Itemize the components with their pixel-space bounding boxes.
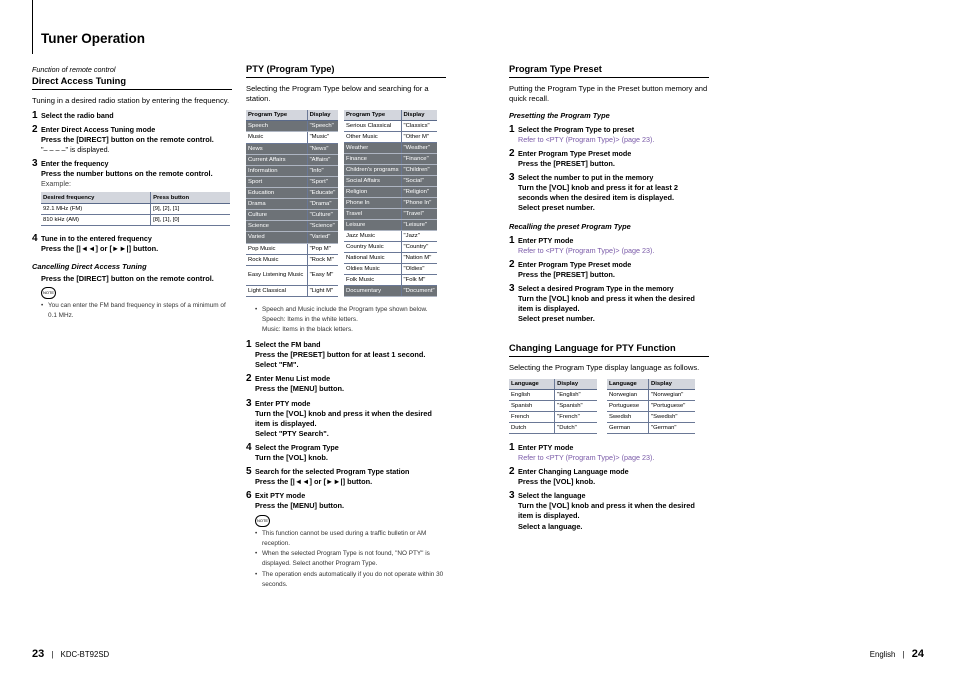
- step-2: 2 Enter Menu List mode Press the [MENU] button.: [246, 373, 345, 394]
- page-link[interactable]: Refer to <PTY (Program Type)> (page 23).: [518, 453, 655, 463]
- step-1: 1 Enter PTY mode Refer to <PTY (Program Type)> (page 23).: [509, 443, 709, 463]
- table-header-cell: Display: [555, 379, 597, 390]
- table-cell: Education: [246, 188, 307, 199]
- table-header-row: [344, 110, 437, 121]
- table-row: [344, 132, 437, 143]
- table-cell: [8], [1], [0]: [151, 214, 230, 225]
- table-cell: Oldies Music: [344, 264, 401, 275]
- table-row: [344, 231, 437, 242]
- section-heading: Direct Access Tuning: [32, 75, 232, 90]
- table-cell: "Drama": [307, 199, 338, 210]
- header-rule: [32, 0, 33, 54]
- section-intro: Selecting the Program Type below and searching for a station.: [246, 83, 429, 104]
- table-cell: Current Affairs: [246, 154, 307, 165]
- table-cell: Rock Music: [246, 254, 307, 265]
- table-cell: "Portuguese": [649, 401, 696, 412]
- table-cell: "Spanish": [555, 401, 597, 412]
- table-cell: "Easy M": [307, 265, 338, 285]
- pty-tables: [246, 110, 446, 298]
- step-3: 3 Select a desired Program Type in the memory Turn the [VOL] knob and press it when the desired item is displayed. Select preset number.: [509, 282, 695, 324]
- note-bullet: • You can enter the FM band frequency in steps of a minimum of 0.1 MHz.: [32, 301, 232, 321]
- table-cell: "German": [649, 423, 696, 434]
- table-cell: Speech: [246, 121, 307, 132]
- step-5: 5 Search for the selected Program Type station Press the [|◄◄] or [►►|] button.: [246, 466, 410, 487]
- section-heading: Program Type Preset: [509, 63, 709, 78]
- table-cell: Science: [246, 221, 307, 232]
- section-intro: Putting the Program Type in the Preset button memory and quick recall.: [509, 83, 708, 104]
- frequency-table: [41, 192, 230, 226]
- table-row: [607, 401, 695, 412]
- table-cell: Documentary: [344, 286, 401, 297]
- table-row: [607, 423, 695, 434]
- table-cell: News: [246, 143, 307, 154]
- table-row: [246, 176, 338, 187]
- table-cell: Dutch: [509, 423, 555, 434]
- step-3: 3 Enter PTY mode Turn the [VOL] knob and press it when the desired item is displayed. Select "PTY Search".: [246, 397, 432, 438]
- table-cell: "Jazz": [401, 231, 437, 242]
- table-cell: "Pop M": [307, 243, 338, 254]
- cancel-body: Press the [DIRECT] button on the remote control.: [41, 274, 214, 284]
- table-cell: Sport: [246, 176, 307, 187]
- note-bullet: • When the selected Program Type is not found, "NO PTY" is displayed. Select another Program Type.: [246, 549, 446, 569]
- step-2: 2 Enter Program Type Preset mode Press the [PRESET] button.: [509, 258, 632, 279]
- table-cell: Information: [246, 165, 307, 176]
- table-cell: "Phone In": [401, 198, 437, 209]
- table-cell: [9], [2], [1]: [151, 203, 230, 214]
- section-heading: PTY (Program Type): [246, 63, 446, 78]
- table-cell: Drama: [246, 199, 307, 210]
- table-row: [246, 243, 338, 254]
- table-row: [344, 143, 437, 154]
- table-cell: French: [509, 412, 555, 423]
- page-number: 23: [32, 648, 45, 660]
- table-cell: Swedish: [607, 412, 649, 423]
- table-cell: Light Classical: [246, 286, 307, 297]
- table-cell: "Affairs": [307, 154, 338, 165]
- step-2: 2 Enter Direct Access Tuning mode Press the [DIRECT] button on the remote control. "– – – –" is displayed.: [32, 124, 214, 155]
- step-2: 2 Enter Program Type Preset mode Press the [PRESET] button.: [509, 147, 632, 168]
- table-row: [246, 254, 338, 265]
- table-cell: "Varied": [307, 232, 338, 243]
- cancel-heading: Cancelling Direct Access Tuning: [32, 262, 147, 272]
- table-cell: Spanish: [509, 401, 555, 412]
- table-cell: "Leisure": [401, 220, 437, 231]
- table-header-cell: Language: [509, 379, 555, 390]
- table-row: [246, 165, 338, 176]
- table-cell: Jazz Music: [344, 231, 401, 242]
- direct-access-section: [32, 63, 232, 321]
- table-row: [344, 264, 437, 275]
- table-row: [344, 176, 437, 187]
- table-cell: 92.1 MHz (FM): [41, 203, 151, 214]
- step-4: 4 Tune in to the entered frequency Press the [|◄◄] or [►►|] button.: [32, 232, 159, 253]
- step-4: 4 Select the Program Type Turn the [VOL] knob.: [246, 442, 339, 463]
- table-cell: Travel: [344, 209, 401, 220]
- section-intro: Tuning in a desired radio station by entering the frequency.: [32, 95, 230, 105]
- table-cell: "Speech": [307, 121, 338, 132]
- table-row: [246, 265, 338, 285]
- table-row: [344, 242, 437, 253]
- step-2: 2 Enter Changing Language mode Press the [VOL] knob.: [509, 466, 629, 487]
- table-cell: "Nation M": [401, 253, 437, 264]
- table-row: [344, 253, 437, 264]
- preset-section: [509, 63, 709, 532]
- table-row: [509, 412, 597, 423]
- language-section: [509, 342, 709, 531]
- table-header-row: [509, 379, 597, 390]
- table-cell: "Finance": [401, 154, 437, 165]
- table-cell: "Folk M": [401, 275, 437, 286]
- table-row: [344, 198, 437, 209]
- table-cell: "French": [555, 412, 597, 423]
- page-link[interactable]: Refer to <PTY (Program Type)> (page 23).: [518, 134, 655, 144]
- table-header-cell: Language: [607, 379, 649, 390]
- remote-note: Function of remote control: [32, 65, 116, 74]
- table-row: [246, 188, 338, 199]
- step-1: 1 Select the Program Type to preset Refer to <PTY (Program Type)> (page 23).: [509, 125, 709, 145]
- table-row: [246, 154, 338, 165]
- table-row: [246, 221, 338, 232]
- step-3: 3 Enter the frequency Press the number buttons on the remote control. Example: Desired frequency Press button 92.1 MHz (FM) [9], [2], [1] 810 kHz (AM) [8], [1], [0]: [32, 159, 232, 226]
- table-cell: Serious Classical: [344, 121, 401, 132]
- table-cell: "News": [307, 143, 338, 154]
- note-icon: NOTE: [255, 515, 270, 527]
- table-cell: "Social": [401, 176, 437, 187]
- table-header-cell: Display: [649, 379, 696, 390]
- page-title: Tuner Operation: [41, 31, 146, 46]
- table-cell: Children's programs: [344, 165, 401, 176]
- table-cell: Portuguese: [607, 401, 649, 412]
- table-cell: Religion: [344, 187, 401, 198]
- step-1: 1 Select the radio band: [32, 110, 114, 122]
- note-icon: NOTE: [41, 287, 56, 299]
- page-link[interactable]: Refer to <PTY (Program Type)> (page 23).: [518, 245, 655, 255]
- pty-table-right: [344, 110, 437, 298]
- table-header-cell: Program Type: [344, 110, 401, 121]
- table-row: [344, 220, 437, 231]
- step-3: 3 Select the language Turn the [VOL] knob and press it when the desired item is displayed. Select a language.: [509, 490, 695, 531]
- table-row: [509, 390, 597, 401]
- table-cell: Pop Music: [246, 243, 307, 254]
- footer-left: 23 | KDC-BT92SD: [32, 648, 110, 660]
- table-cell: "Weather": [401, 143, 437, 154]
- table-row: [246, 210, 338, 221]
- section-heading: Changing Language for PTY Function: [509, 342, 709, 357]
- sub-heading: Recalling the preset Program Type: [509, 221, 631, 231]
- section-intro: Selecting the Program Type display language as follows.: [509, 363, 700, 373]
- table-row: [344, 286, 437, 297]
- table-row: [344, 209, 437, 220]
- table-cell: "Culture": [307, 210, 338, 221]
- table-header-cell: Display: [307, 110, 338, 121]
- table-row: [607, 390, 695, 401]
- table-cell: Music: [246, 132, 307, 143]
- table-cell: Norwegian: [607, 390, 649, 401]
- table-row: [246, 286, 338, 297]
- language-tables: [509, 379, 709, 435]
- table-cell: "Religion": [401, 187, 437, 198]
- table-header-cell: Press button: [151, 192, 230, 203]
- table-cell: "Swedish": [649, 412, 696, 423]
- table-row: [41, 203, 230, 214]
- table-row: [509, 401, 597, 412]
- table-cell: Varied: [246, 232, 307, 243]
- language-table-right: [607, 379, 695, 435]
- note-bullet: • The operation ends automatically if you do not operate within 30 seconds.: [246, 570, 446, 590]
- table-cell: "Oldies": [401, 264, 437, 275]
- table-cell: "Dutch": [555, 423, 597, 434]
- pty-section: [246, 63, 446, 590]
- table-cell: Leisure: [344, 220, 401, 231]
- pty-bullet: • Speech and Music include the Program type shown below. Speech: Items in the white letters. Music: Items in the black letters.: [246, 305, 446, 335]
- table-cell: English: [509, 390, 555, 401]
- table-cell: "Rock M": [307, 254, 338, 265]
- table-cell: "Sport": [307, 176, 338, 187]
- table-cell: "Other M": [401, 132, 437, 143]
- table-row: [607, 412, 695, 423]
- table-cell: "Travel": [401, 209, 437, 220]
- table-row: [41, 214, 230, 225]
- table-cell: Easy Listening Music: [246, 265, 307, 285]
- footer-right: English | 24: [869, 648, 924, 660]
- step-6: 6 Exit PTY mode Press the [MENU] button.: [246, 490, 345, 511]
- language-table-left: [509, 379, 597, 435]
- table-cell: "Country": [401, 242, 437, 253]
- table-row: [246, 232, 338, 243]
- table-cell: Phone In: [344, 198, 401, 209]
- table-cell: "Info": [307, 165, 338, 176]
- table-cell: "Science": [307, 221, 338, 232]
- table-row: [509, 423, 597, 434]
- table-row: [344, 154, 437, 165]
- table-cell: "Light M": [307, 286, 338, 297]
- table-row: [246, 143, 338, 154]
- step-1: 1 Select the FM band Press the [PRESET] button for at least 1 second. Select "FM".: [246, 339, 426, 370]
- table-cell: German: [607, 423, 649, 434]
- table-cell: Culture: [246, 210, 307, 221]
- table-cell: 810 kHz (AM): [41, 214, 151, 225]
- step-1: 1 Enter PTY mode Refer to <PTY (Program Type)> (page 23).: [509, 236, 709, 256]
- table-cell: Other Music: [344, 132, 401, 143]
- table-cell: Weather: [344, 143, 401, 154]
- footer-language: English: [869, 650, 896, 659]
- page-number: 24: [911, 648, 924, 660]
- table-cell: "Educate": [307, 188, 338, 199]
- sub-heading: Presetting the Program Type: [509, 110, 610, 120]
- table-cell: Country Music: [344, 242, 401, 253]
- table-row: [344, 275, 437, 286]
- model-name: KDC-BT92SD: [60, 650, 110, 659]
- table-cell: "Classics": [401, 121, 437, 132]
- table-row: [246, 132, 338, 143]
- table-header-row: [41, 192, 230, 203]
- table-cell: "Children": [401, 165, 437, 176]
- pty-table-left: [246, 110, 338, 298]
- table-header-cell: Program Type: [246, 110, 307, 121]
- table-row: [344, 165, 437, 176]
- table-cell: "English": [555, 390, 597, 401]
- table-cell: "Music": [307, 132, 338, 143]
- step-3: 3 Select the number to put in the memory Turn the [VOL] knob and press it for at least 2 seconds when the desired item is displayed. Select preset number.: [509, 172, 679, 213]
- table-header-cell: Display: [401, 110, 437, 121]
- table-cell: Finance: [344, 154, 401, 165]
- table-row: [246, 121, 338, 132]
- table-cell: "Document": [401, 286, 437, 297]
- table-row: [246, 199, 338, 210]
- table-cell: Folk Music: [344, 275, 401, 286]
- table-cell: National Music: [344, 253, 401, 264]
- table-row: [344, 187, 437, 198]
- note-bullet: • This function cannot be used during a traffic bulletin or AM reception.: [246, 529, 446, 549]
- table-header-row: [607, 379, 695, 390]
- table-cell: Social Affairs: [344, 176, 401, 187]
- table-header-row: [246, 110, 338, 121]
- table-cell: "Norwegian": [649, 390, 696, 401]
- table-row: [344, 121, 437, 132]
- table-header-cell: Desired frequency: [41, 192, 151, 203]
